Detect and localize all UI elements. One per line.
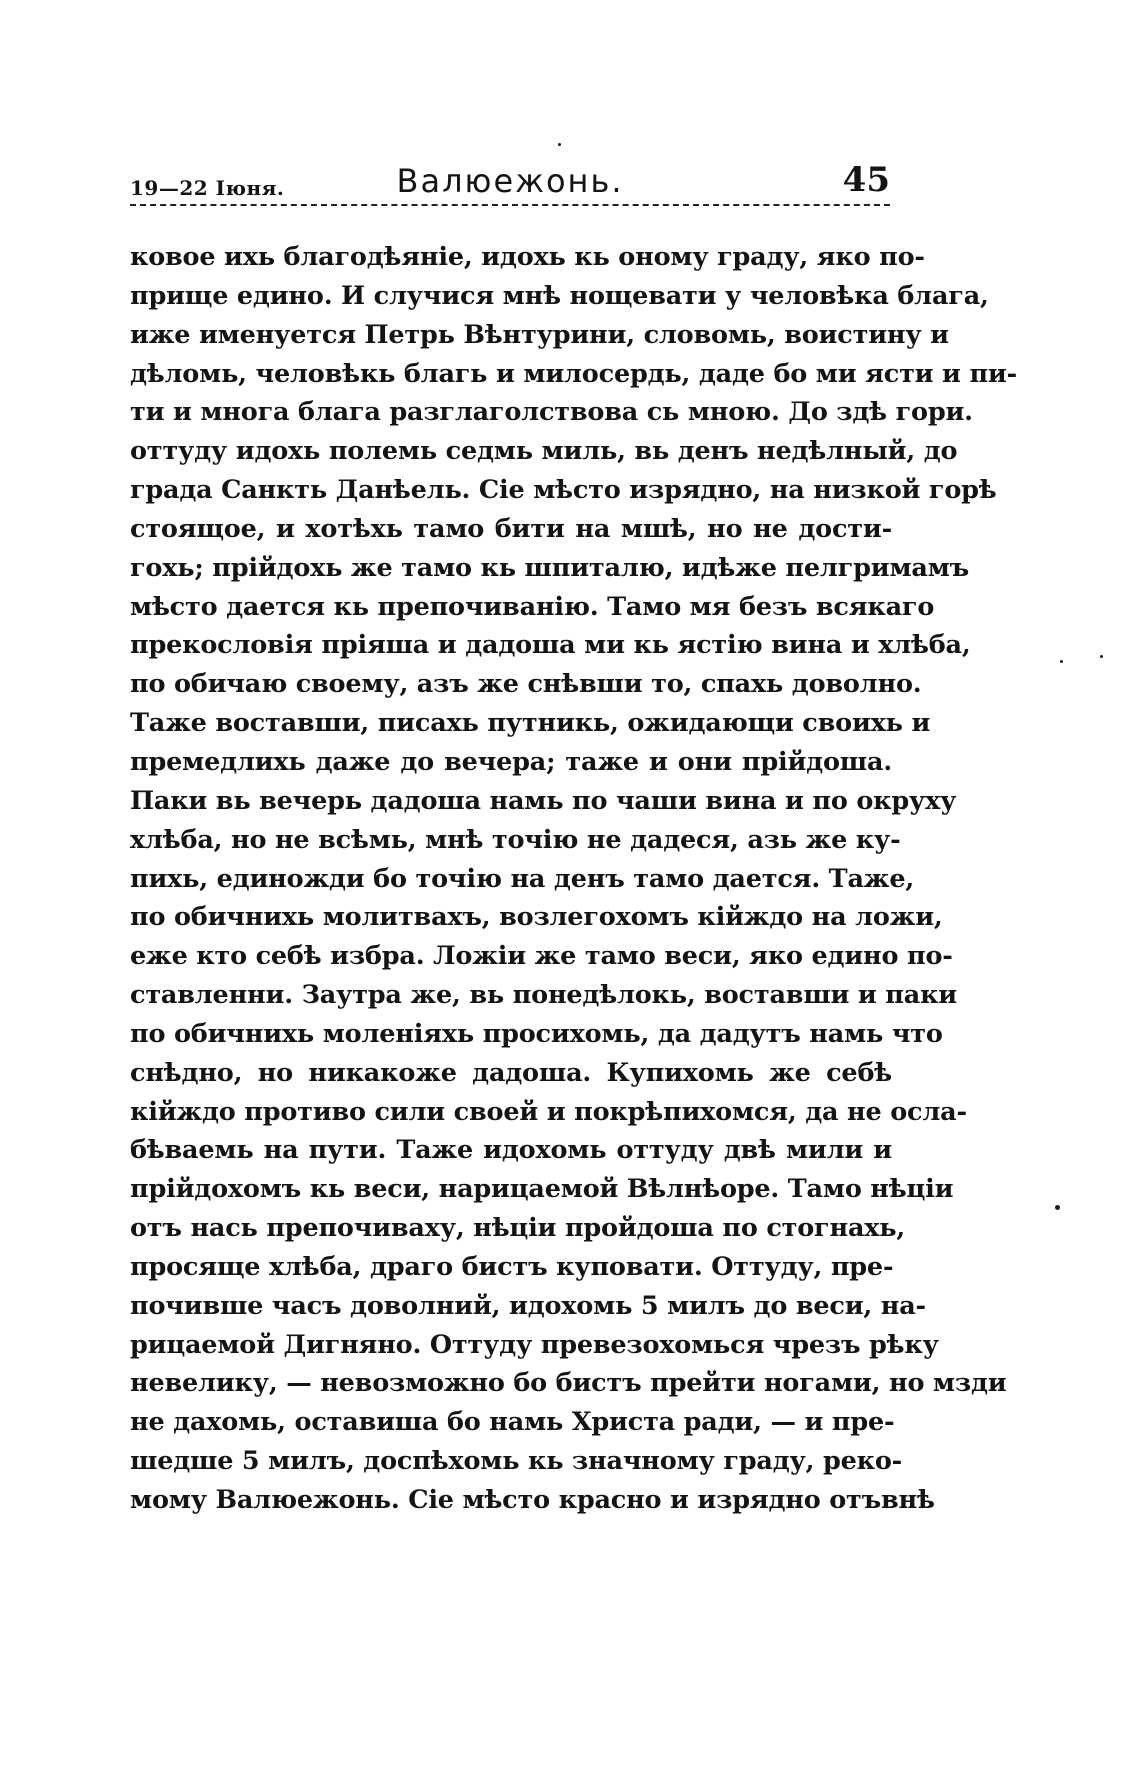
text-line: по обичнихь моленіяхь просихомь, да дадутъ намь что [130,1018,943,1049]
text-line: дѣломь, человѣкь благь и милосердь, даде бо ми ясти и пи- [130,358,1018,389]
text-line: премедлихь даже до вечера; таже и они прійдоша. [130,746,892,777]
text-line: почивше часъ доволний, идохомь 5 милъ до веси, на- [130,1290,926,1321]
header-date: 19—22 Іюня. [130,176,285,200]
text-line: шедше 5 милъ, доспѣхомь кь значному граду, реко- [130,1446,903,1477]
text-line: иже именуется Петрь Вѣнтурини, словомь, воистину и [130,319,949,350]
text-line: ставленни. Заутра же, вь понедѣлокь, воставши и паки [130,980,958,1011]
text-line: невелику, — невозможно бо бистъ прейти ногами, но мзди [130,1368,1007,1399]
body-text [130,238,1018,1520]
scan-speck [1055,1205,1060,1210]
text-line: бѣваемь на пути. Таже идохомь оттуду двѣ мили и [130,1135,892,1166]
header-title: Валюежонь. [396,162,624,200]
page-number: 45 [842,160,890,200]
text-line: еже кто себѣ избра. Ложіи же тамо веси, яко едино по- [130,941,953,972]
text-line: оттуду идохь полемь седмь миль, вь денъ недѣлный, до [130,436,958,467]
text-line: града Санкть Данѣель. Сіе мѣсто изрядно, на низкой горѣ [130,475,997,506]
text-line: снѣдно, но никакоже дадоша. Купихомь же себѣ [130,1057,892,1088]
header-rule [130,204,890,206]
text-line: просяще хлѣба, драго бистъ куповати. Оттуду, пре- [130,1251,894,1282]
text-line: не дахомь, оставиша бо намь Христа ради, — и пре- [130,1407,895,1438]
text-line: пихь, единожди бо точію на денъ тамо дается. Таже, [130,863,915,894]
scan-speck [1060,660,1063,663]
text-line: прекословія пріяша и дадоша ми кь ястію вина и хлѣба, [130,630,971,661]
text-line: прійдохомъ кь веси, нарицаемой Вѣлнѣоре. Тамо нѣціи [130,1174,954,1205]
text-line: мѣсто дается кь препочиванію. Тамо мя безъ всякаго [130,591,935,622]
text-line: кійждо противо сили своей и покрѣпихомся, да не осла- [130,1096,967,1127]
text-line: ти и многа блага разглаголствова сь мною. До здѣ гори. [130,397,973,428]
text-line: по обичаю своему, азъ же снѣвши то, спахь доволно. [130,669,922,700]
running-head [130,160,890,208]
text-line: стоящое, и хотѣхь тамо бити на мшѣ, но не дости- [130,513,892,544]
text-line: мому Валюежонь. Сіе мѣсто красно и изрядно отъвнѣ [130,1485,935,1515]
text-line: Паки вь вечерь дадоша намь по чаши вина и по окруху [130,785,957,816]
text-line: хлѣба, но не всѣмь, мнѣ точію не дадеся, азь же ку- [130,824,901,855]
text-line: Таже воставши, писахь путникь, ожидающи своихь и [130,708,931,739]
text-line: гохь; прійдохь же тамо кь шпиталю, идѣже пелгримамъ [130,552,970,583]
scan-speck [558,143,561,146]
text-line: отъ нась препочиваху, нѣціи пройдоша по стогнахь, [130,1213,906,1244]
scan-speck [1100,655,1103,658]
text-line: рицаемой Дигняно. Оттуду превезохомься чрезъ рѣку [130,1329,939,1360]
text-line: ковое ихь благодѣяніе, идохь кь оному граду, яко по- [130,242,925,272]
text-line: по обичнихь молитвахъ, возлегохомъ кійждо на ложи, [130,902,943,933]
text-line: прище едино. И случися мнѣ нощевати у человѣка блага, [130,280,989,311]
